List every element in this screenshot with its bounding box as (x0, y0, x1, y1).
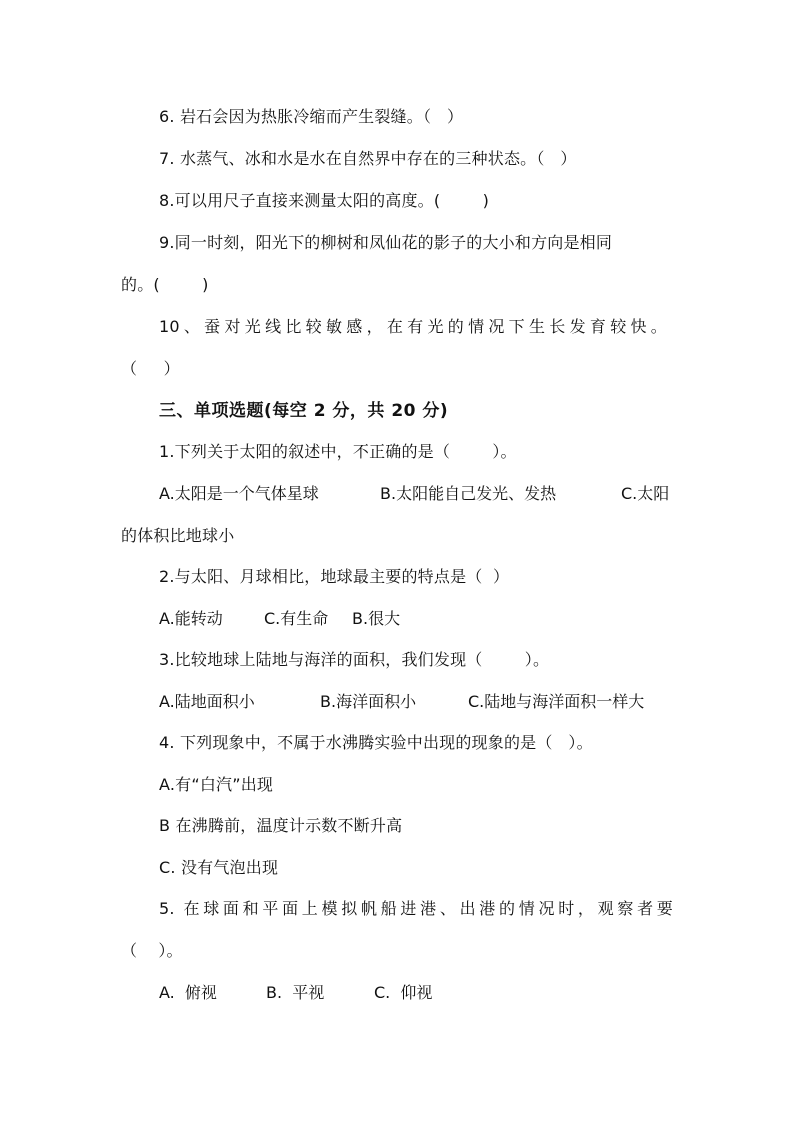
sc-question-1-option-a: A.太阳是一个气体星球 (159, 484, 319, 503)
sc-question-3-option-a: A.陆地面积小 (159, 692, 255, 711)
sc-question-4-option-c: C. 没有气泡出现 (159, 858, 279, 877)
section-3-title: 三、单项选题(每空 2 分，共 20 分) (159, 401, 449, 421)
sc-question-1-option-c: C.太阳 (621, 484, 670, 503)
sc-question-3-option-b: B.海洋面积小 (320, 692, 417, 711)
sc-question-4-option-a: A.有“白汽”出现 (159, 775, 274, 794)
sc-question-5-option-b: B. 平视 (266, 983, 325, 1002)
question-8: 8.可以用尺子直接来测量太阳的高度。( ) (159, 191, 490, 210)
sc-question-2-option-b: B.很大 (352, 609, 401, 628)
question-9-line-1: 9.同一时刻，阳光下的柳树和凤仙花的影子的大小和方向是相同 (159, 233, 613, 252)
sc-question-5-option-c: C. 仰视 (374, 983, 433, 1002)
question-9-line-2: 的。( ) (121, 275, 209, 294)
question-10-line-2: （ ） (121, 359, 180, 378)
sc-question-3-stem: 3.比较地球上陆地与海洋的面积，我们发现（ ）。 (159, 650, 550, 669)
sc-question-2-stem: 2.与太阳、月球相比，地球最主要的特点是（ ） (159, 567, 510, 586)
sc-question-5-option-a: A. 俯视 (159, 983, 217, 1002)
sc-question-5-stem-line-2: （ ）。 (121, 941, 183, 960)
sc-question-4-stem: 4. 下列现象中，不属于水沸腾实验中出现的现象的是（ ）。 (159, 733, 593, 752)
sc-question-1-option-c-cont: 的体积比地球小 (121, 526, 235, 545)
sc-question-5-stem-line-1: 5. 在球面和平面上模拟帆船进港、出港的情况时，观察者要 (159, 899, 673, 918)
question-7: 7. 水蒸气、冰和水是水在自然界中存在的三种状态。（ ） (159, 149, 577, 168)
sc-question-1-option-b: B.太阳能自己发光、发热 (380, 484, 557, 503)
sc-question-3-option-c: C.陆地与海洋面积一样大 (468, 692, 645, 711)
sc-question-2-option-c: C.有生命 (264, 609, 329, 628)
sc-question-1-stem: 1.下列关于太阳的叙述中，不正确的是（ ）。 (159, 442, 517, 461)
question-10-line-1: 10、蚕对光线比较敏感，在有光的情况下生长发育较快。 (159, 317, 667, 336)
sc-question-2-option-a: A.能转动 (159, 609, 223, 628)
question-6: 6. 岩石会因为热胀冷缩而产生裂缝。（ ） (159, 107, 464, 126)
sc-question-4-option-b: B 在沸腾前，温度计示数不断升高 (159, 816, 403, 835)
